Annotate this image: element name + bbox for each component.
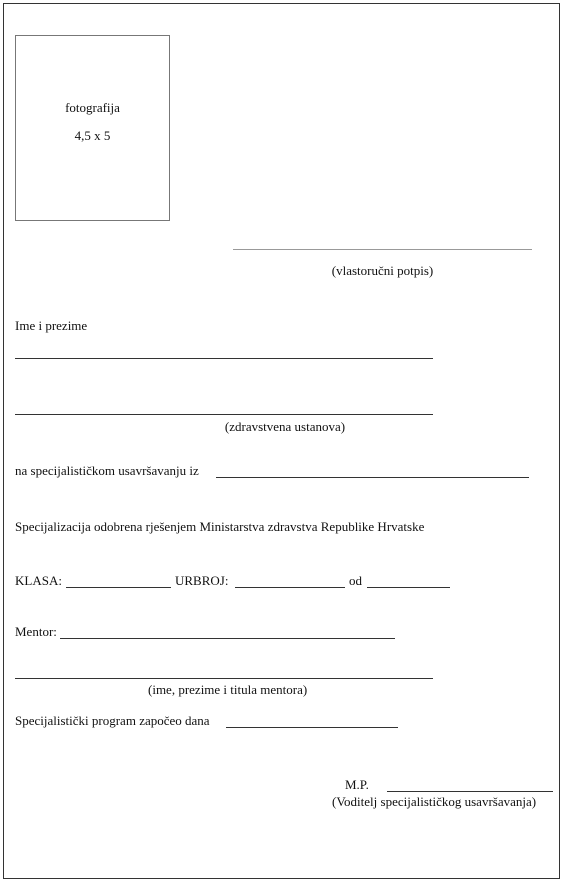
approval-text: Specijalizacija odobrena rješenjem Ministarstva zdravstva Republike Hrvatske — [15, 519, 425, 534]
head-caption: (Voditelj specijalističkog usavršavanja) — [332, 794, 537, 809]
photo-size: 4,5 x 5 — [74, 128, 111, 143]
urbroj-label: URBROJ: — [175, 573, 229, 588]
program-line — [226, 727, 398, 728]
program-label: Specijalistički program započeo dana — [15, 713, 210, 728]
signature-caption: (vlastoručni potpis) — [331, 263, 434, 278]
mentor-details-line — [15, 678, 433, 679]
stamp-label: M.P. — [345, 777, 369, 792]
od-label: od — [349, 573, 362, 588]
signature-line — [233, 249, 532, 250]
klasa-label: KLASA: — [15, 573, 62, 588]
urbroj-line — [235, 587, 345, 588]
name-label: Ime i prezime — [15, 318, 88, 333]
head-signature-line — [387, 791, 553, 792]
institution-line — [15, 414, 433, 415]
mentor-caption: (ime, prezime i titula mentora) — [148, 682, 308, 697]
od-line — [367, 587, 450, 588]
mentor-line — [60, 638, 395, 639]
training-line — [216, 477, 529, 478]
training-label: na specijalističkom usavršavanju iz — [15, 463, 199, 478]
institution-caption: (zdravstvena ustanova) — [224, 419, 346, 434]
name-line — [15, 358, 433, 359]
klasa-line — [66, 587, 171, 588]
mentor-label: Mentor: — [15, 624, 57, 639]
photo-label: fotografija — [65, 100, 120, 115]
photo-box — [15, 35, 170, 221]
